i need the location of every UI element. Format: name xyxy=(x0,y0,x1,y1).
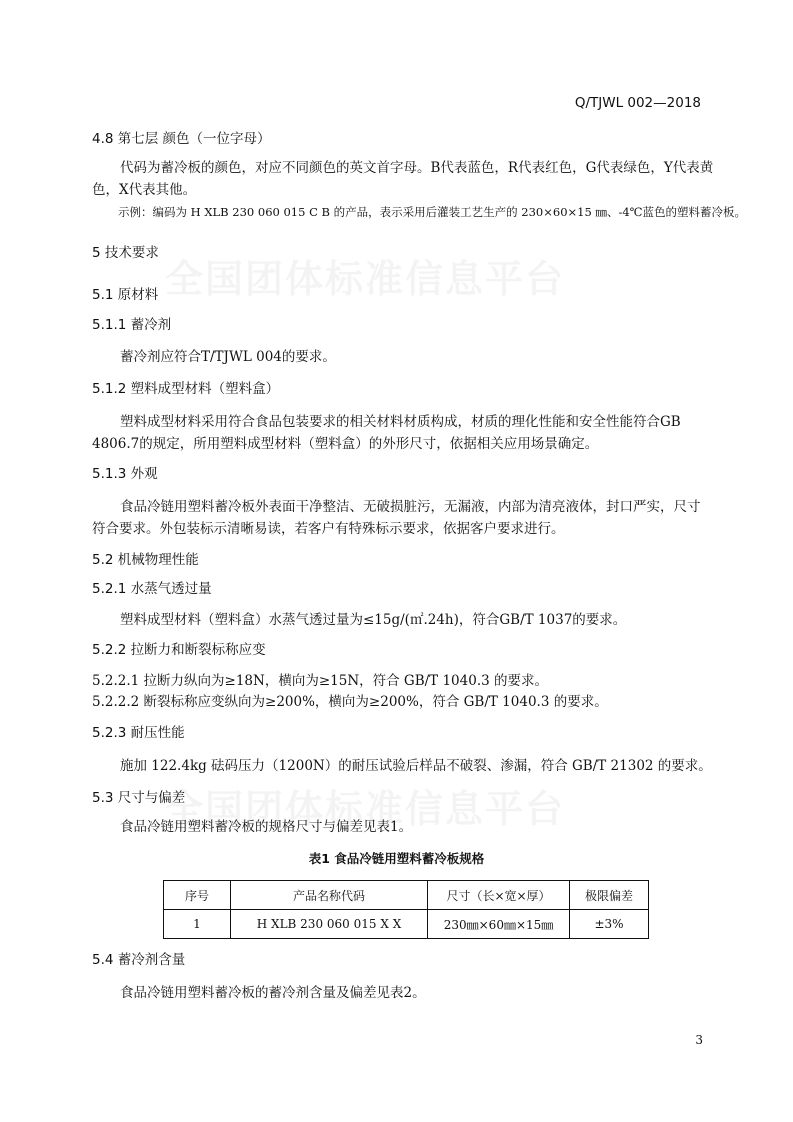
section-heading: 5.1.3 外观 xyxy=(92,466,158,482)
section-heading: 5.1.1 蓄冷剂 xyxy=(92,317,172,333)
section-heading: 5.2.3 耐压性能 xyxy=(92,725,185,741)
cell: H XLB 230 060 015 X X xyxy=(231,910,428,939)
cell: 230㎜×60㎜×15㎜ xyxy=(428,910,570,939)
watermark xyxy=(165,248,565,303)
paragraph: 塑料成型材料（塑料盒）水蒸气透过量为≤15g/(㎡.24h)，符合GB/T 1037的要求。 xyxy=(120,612,627,628)
cell: ±3% xyxy=(570,910,649,939)
paragraph: 食品冷链用塑料蓄冷板外表面干净整洁、无破损脏污，无漏液，内部为清亮液体，封口严实，尺寸 xyxy=(120,499,701,515)
section-heading: 5.3 尺寸与偏差 xyxy=(92,790,186,806)
cell: 1 xyxy=(164,910,231,939)
paragraph: 塑料成型材料采用符合食品包装要求的相关材料材质构成，材质的理化性能和安全性能符合GB xyxy=(120,414,681,430)
section-heading: 4.8 第七层 颜色（一位字母） xyxy=(92,131,271,147)
table-row xyxy=(164,910,649,939)
paragraph: 施加 122.4kg 砝码压力（1200N）的耐压试验后样品不破裂、渗漏，符合 GB/T 21302 的要求。 xyxy=(120,758,712,774)
section-heading: 5.2.2 拉断力和断裂标称应变 xyxy=(92,642,266,658)
section-heading: 5.2 机械物理性能 xyxy=(92,552,199,568)
section-heading: 5.1.2 塑料成型材料（塑料盒） xyxy=(92,381,280,397)
table-caption: 表1 食品冷链用塑料蓄冷板规格 xyxy=(308,851,485,866)
list-item: 5.2.2.1 拉断力纵向为≥18N，横向为≥15N，符合 GB/T 1040.3 的要求。 xyxy=(92,673,548,689)
section-heading: 5.2.1 水蒸气透过量 xyxy=(92,581,212,597)
section-heading: 5 技术要求 xyxy=(92,245,159,261)
spec-table xyxy=(163,880,649,939)
example-note: 示例：编码为 H XLB 230 060 015 C B 的产品，表示采用后灌装工艺生产的 230×60×15 ㎜、-4℃蓝色的塑料蓄冷板。 xyxy=(118,205,747,219)
header-cell: 序号 xyxy=(164,881,231,910)
header-cell: 极限偏差 xyxy=(570,881,649,910)
header-cell: 尺寸（长×宽×厚） xyxy=(428,881,570,910)
paragraph: 符合要求。外包装标示清晰易读，若客户有特殊标示要求，依据客户要求进行。 xyxy=(92,521,565,537)
table-header-row xyxy=(164,881,649,910)
list-item: 5.2.2.2 断裂标称应变纵向为≥200%，横向为≥200%，符合 GB/T 1040.3 的要求。 xyxy=(92,694,608,710)
paragraph: 食品冷链用塑料蓄冷板的规格尺寸与偏差见表1。 xyxy=(120,819,413,835)
doc-code-header: Q/TJWL 002—2018 xyxy=(574,95,701,111)
header-cell: 产品名称代码 xyxy=(231,881,428,910)
paragraph: 蓄冷剂应符合T/TJWL 004的要求。 xyxy=(120,349,336,365)
paragraph: 代码为蓄冷板的颜色，对应不同颜色的英文首字母。B代表蓝色，R代表红色，G代表绿色，Y代表黄 xyxy=(120,160,714,176)
paragraph: 色，X代表其他。 xyxy=(92,182,197,198)
section-heading: 5.1 原材料 xyxy=(92,287,159,303)
section-heading: 5.4 蓄冷剂含量 xyxy=(92,952,186,968)
paragraph: 食品冷链用塑料蓄冷板的蓄冷剂含量及偏差见表2。 xyxy=(120,985,426,1001)
paragraph: 4806.7的规定，所用塑料成型材料（塑料盒）的外形尺寸，依据相关应用场景确定。 xyxy=(92,436,599,452)
page-number: 3 xyxy=(695,1033,703,1047)
